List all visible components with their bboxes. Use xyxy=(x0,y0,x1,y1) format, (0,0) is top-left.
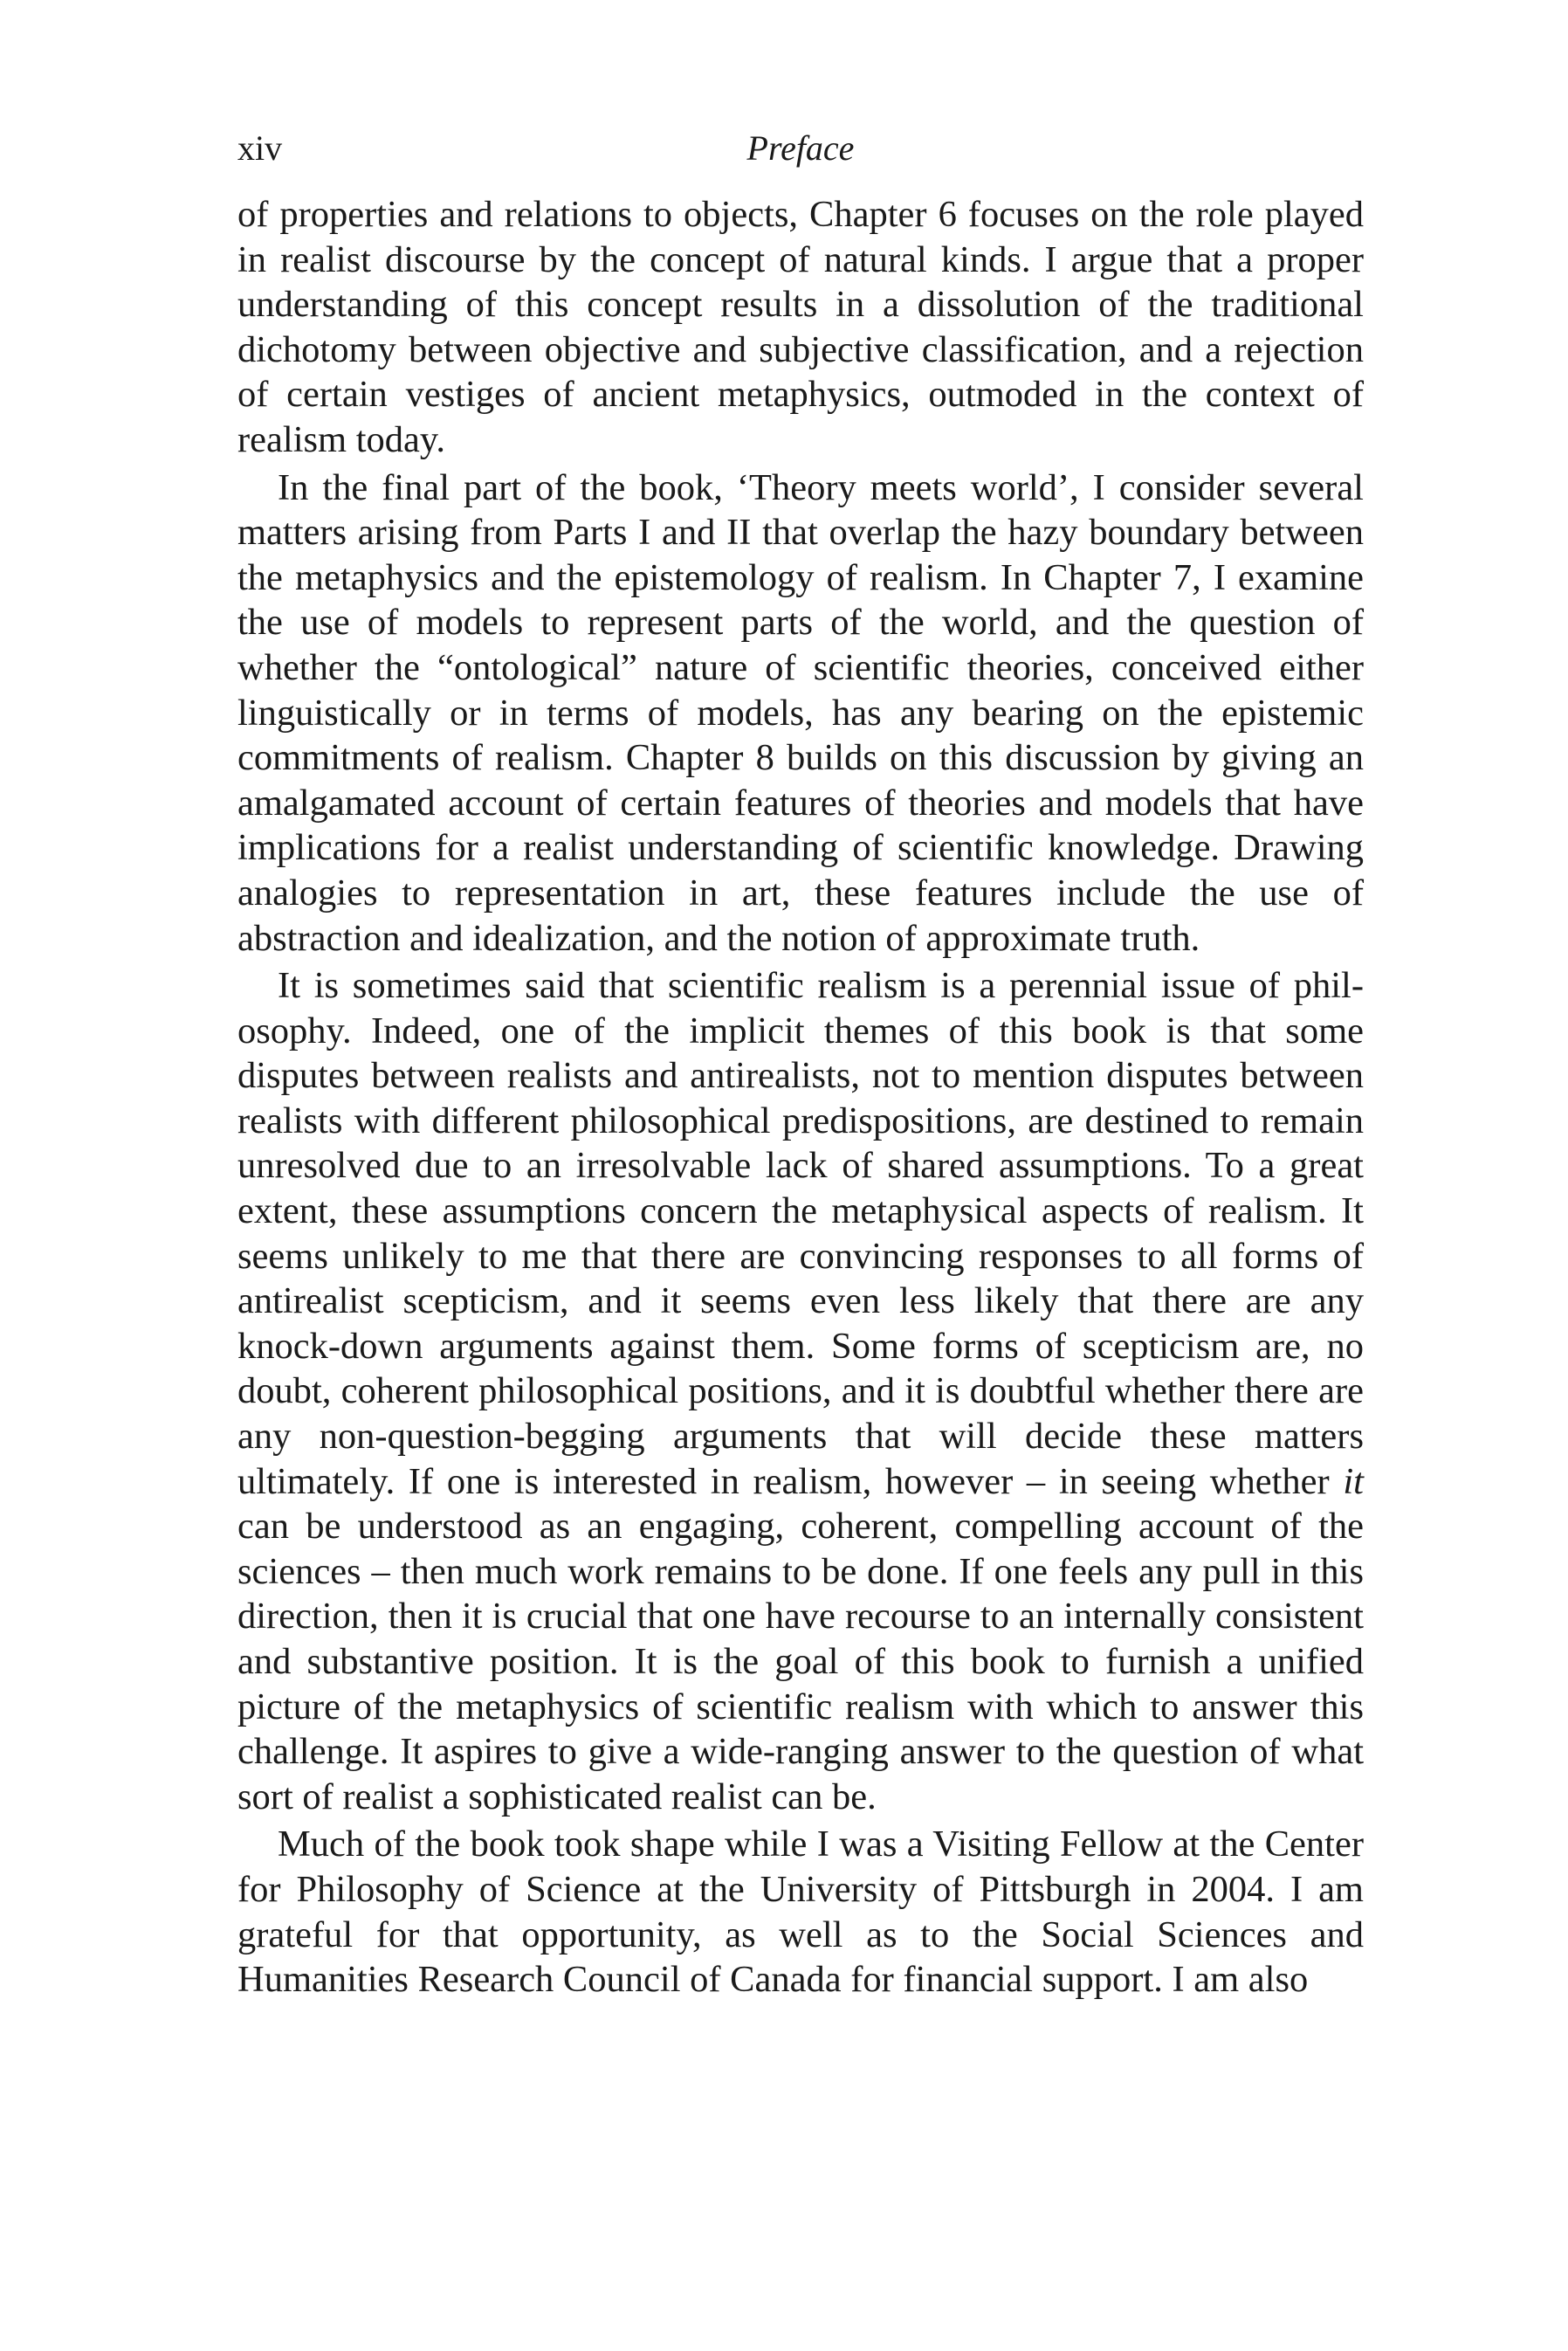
italic-emphasis: it xyxy=(1343,1460,1364,1502)
paragraph-text: It is sometimes said that scientific realism is a perennial issue of philosophy. Indeed, one of the implicit themes of this book is that some disputes between realists and antirealists, not to mention disputes between realists with different philosophical predispositions, are destined to remain unresolved due to an irresolvable lack of shared assumptions. To a great extent, these assumptions concern the metaphysical aspects of realism. It seems unlikely to me that there are convincing responses to all forms of antirealist scepticism, and it seems even less likely that there are any knock-down arguments against them. Some forms of scepticism are, no doubt, coherent philosophical positions, and it is doubtful whether there are any non-question-begging arguments that will decide these matters ultimately. If one is interested in realism, however – in seeing whether xyxy=(237,965,1364,1502)
paragraph-final-part: In the final part of the book, ‘Theory meets world’, I consider several matters arising from Parts I and II that overlap the hazy boundary between the metaphysics and the epistemology of realism. In Chapter 7, I examine the use of models to represent parts of the world, and the question of whether the “ontological” nature of scientific theories, conceived either linguistically or in terms of models, has any bearing on the epistemic commitments of realism. Chapter 8 builds on this discussion by giving an amalgamated account of certain features of theories and models that have implications for a realist understanding of scientific knowledge. Drawing analogies to representation in art, these features include the use of abstraction and idealization, and the notion of approximate truth. xyxy=(237,466,1364,959)
page-number: xiv xyxy=(237,128,283,168)
running-title: Preface xyxy=(746,128,855,168)
paragraph-perennial-issue xyxy=(237,963,1364,1819)
body-text xyxy=(237,192,1364,2003)
paragraph-continued: of properties and relations to objects, Chapter 6 focuses on the role played in realist discourse by the concept of natural kinds. I argue that a proper understanding of this concept results in a dissolution of the traditional dichotomy between objective and subjective classification, and a rejection of certain vestiges of ancient metaphysics, outmoded in the context of realism today. xyxy=(237,194,1364,460)
running-head xyxy=(237,122,1364,175)
paragraph-acknowledgements: Much of the book took shape while I was a Visiting Fellow at the Center for Philosophy of Science at the University of Pittsburgh in 2004. I am grateful for that opportunity, as well as to the Social Sciences and Humanities Research Council of Canada for financial support. I am also xyxy=(237,1824,1364,2001)
paragraph-text: can be understood as an engaging, coherent, compelling account of the sciences – then much work remains to be done. If one feels any pull in this direction, then it is crucial that one have recourse to an internally consistent and substantive position. It is the goal of this book to furnish a unified picture of the metaphysics of scientific realism with which to answer this challenge. It aspires to give a wide-ranging answer to the question of what sort of realist a sophisticated realist can be. xyxy=(237,1506,1364,1817)
